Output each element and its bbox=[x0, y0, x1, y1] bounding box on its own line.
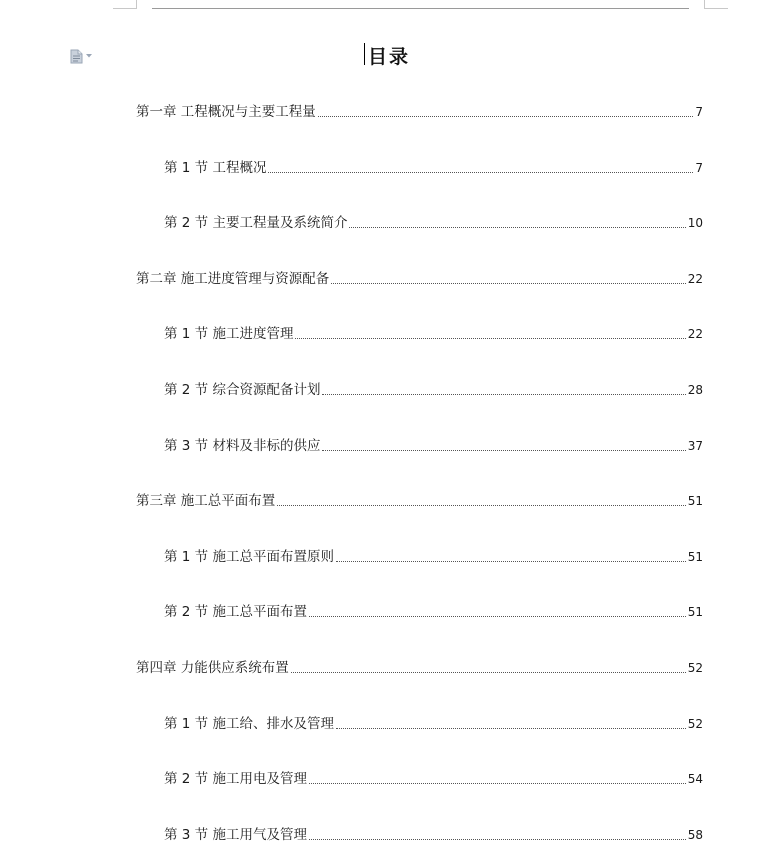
toc-page-number: 54 bbox=[687, 772, 703, 786]
toc-dot-leader bbox=[309, 839, 686, 840]
toc-page-number: 51 bbox=[687, 605, 703, 619]
toc-section-entry[interactable] bbox=[164, 548, 703, 566]
toc-page-number: 51 bbox=[687, 494, 703, 508]
toc-section-entry[interactable] bbox=[164, 826, 703, 844]
toc-entry-label: 第四章 力能供应系统布置 bbox=[136, 660, 289, 676]
toc-dot-leader bbox=[291, 672, 686, 673]
toc-dot-leader bbox=[336, 561, 686, 562]
toc-dot-leader bbox=[322, 450, 685, 451]
toc-entry-label: 第 2 节 施工总平面布置 bbox=[164, 604, 307, 620]
toc-chapter-entry[interactable] bbox=[136, 492, 703, 510]
toc-page-number: 7 bbox=[695, 105, 703, 119]
toc-section-entry[interactable] bbox=[164, 715, 703, 733]
toc-page-number: 22 bbox=[687, 327, 703, 341]
toc-dot-leader bbox=[336, 728, 686, 729]
toc-title-text: 目录 bbox=[367, 46, 410, 68]
toc-dot-leader bbox=[309, 783, 686, 784]
toc-entry-label: 第三章 施工总平面布置 bbox=[136, 493, 276, 509]
toc-page-number: 52 bbox=[687, 717, 703, 731]
toc-entry-label: 第 1 节 工程概况 bbox=[164, 160, 267, 176]
toc-page-number: 37 bbox=[687, 439, 703, 453]
toc-entry-label: 第一章 工程概况与主要工程量 bbox=[136, 104, 316, 120]
toc-dot-leader bbox=[309, 616, 686, 617]
toc-section-entry[interactable] bbox=[164, 437, 703, 455]
toc-chapter-entry[interactable] bbox=[136, 659, 703, 677]
toc-entry-label: 第二章 施工进度管理与资源配备 bbox=[136, 271, 330, 287]
toc-page-number: 58 bbox=[687, 828, 703, 842]
toc-dot-leader bbox=[268, 172, 693, 173]
toc-page-number: 7 bbox=[695, 161, 703, 175]
toc-chapter-entry[interactable] bbox=[136, 270, 703, 288]
toc-dot-leader bbox=[322, 394, 685, 395]
toc-entry-label: 第 3 节 施工用气及管理 bbox=[164, 827, 307, 843]
toc-dot-leader bbox=[331, 283, 685, 284]
toc-dot-leader bbox=[277, 505, 685, 506]
toc-section-entry[interactable] bbox=[164, 603, 703, 621]
toc-page-number: 51 bbox=[687, 550, 703, 564]
toc-dot-leader bbox=[349, 227, 685, 228]
toc-entry-label: 第 1 节 施工进度管理 bbox=[164, 326, 294, 342]
toc-dot-leader bbox=[295, 338, 685, 339]
toc-section-entry[interactable] bbox=[164, 325, 703, 343]
toc-page-number: 10 bbox=[687, 216, 703, 230]
toc-entry-label: 第 2 节 主要工程量及系统简介 bbox=[164, 215, 348, 231]
toc-entry-label: 第 1 节 施工给、排水及管理 bbox=[164, 716, 334, 732]
toc-section-entry[interactable] bbox=[164, 381, 703, 399]
toc-entry-label: 第 2 节 施工用电及管理 bbox=[164, 771, 307, 787]
toc-page-number: 28 bbox=[687, 383, 703, 397]
toc-section-entry[interactable] bbox=[164, 214, 703, 232]
toc-chapter-entry[interactable] bbox=[136, 103, 703, 121]
toc-page-number: 52 bbox=[687, 661, 703, 675]
toc-dot-leader bbox=[318, 116, 694, 117]
toc-section-entry[interactable] bbox=[164, 159, 703, 177]
toc-entry-label: 第 3 节 材料及非标的供应 bbox=[164, 438, 321, 454]
toc-page-number: 22 bbox=[687, 272, 703, 286]
toc-entry-label: 第 1 节 施工总平面布置原则 bbox=[164, 549, 334, 565]
toc-entry-label: 第 2 节 综合资源配备计划 bbox=[164, 382, 321, 398]
toc-section-entry[interactable] bbox=[164, 770, 703, 788]
